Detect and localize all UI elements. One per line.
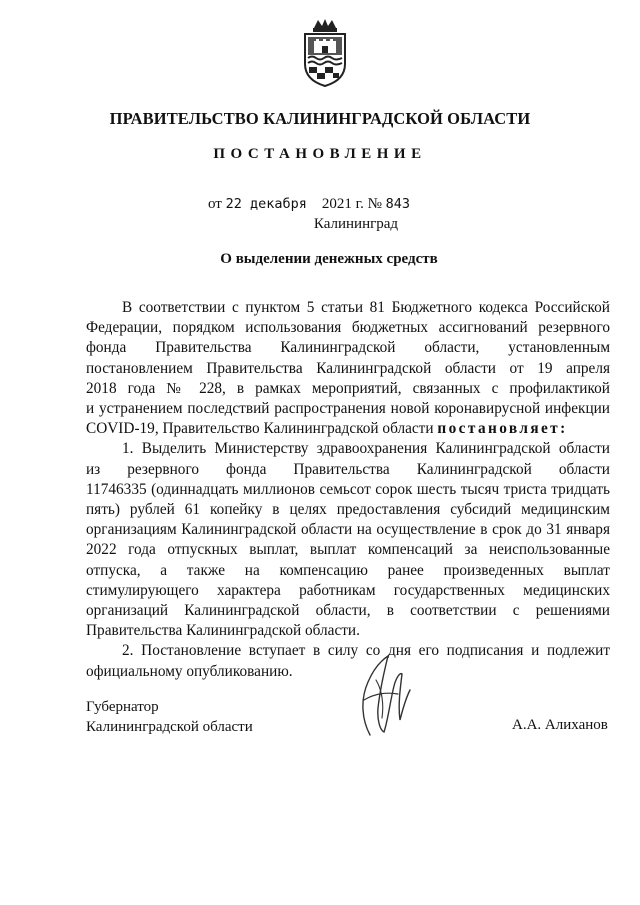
body-line: 2018 года № 228, в рамках мероприятий, связанных с профилактикой [86,379,610,397]
date-prefix: от [208,196,222,212]
body-line: организаций Калининградской области, в соответствии с решениями [86,602,610,620]
body-line: фонда Правительства Калининградской области, установленным [86,339,610,357]
body-line: Федерации, порядком использования бюджетных ассигнований резервного [86,319,610,337]
organization-title: ПРАВИТЕЛЬСТВО КАЛИНИНГРАДСКОЙ ОБЛАСТИ [109,109,531,128]
body-line: из резервного фонда Правительства Калининградской области [86,460,610,478]
document-type-title: ПОСТАНОВЛЕНИЕ [213,146,427,162]
date-year: 2021 г. [321,196,364,212]
body-line: COVID-19, Правительство Калининградской области [86,420,434,438]
body-line: В соответствии с пунктом 5 статьи 81 Бюджетного кодекса Российской [122,299,610,316]
body-line: отпуска, а также на компенсацию ранее произведенных выплат [86,561,610,579]
number-sign: № [367,196,382,212]
body-line: стимулирующего характера работникам государственных медицинских [86,581,610,599]
document-subject: О выделении денежных средств [220,251,438,267]
signatory-position-line: Губернатор [86,699,159,715]
coat-of-arms-icon [300,18,350,88]
city-name: Калининград [313,216,399,232]
body-line: постановлением Правительства Калининградской области от 19 апреля [86,359,610,377]
body-line: пять) рублей 61 копейку в целях предоставления субсидий медицинским [86,501,610,519]
decree-keyword: постановляет: [437,420,568,438]
signatory-position-line: Калининградской области [86,719,253,735]
body-line: организациям Калининградской области на осуществление в срок до 31 января [86,521,610,539]
signatory-position [86,697,253,737]
date-day-month: 22 декабря [225,196,307,212]
signatory-name: А.А. Алиханов [512,717,608,733]
handwritten-signature-icon [340,650,420,740]
body-line: официальному опубликованию. [86,662,293,680]
body-line: 2022 года отпускных выплат, выплат компенсаций за неиспользованные [86,541,610,559]
body-line: 1. Выделить Министерству здравоохранения Калининградской области [122,440,610,458]
body-line: 11746335 (одиннадцать миллионов семьсот сорок шесть тысяч триста тридцать [86,480,610,498]
document-number: 843 [385,196,411,212]
body-line: Правительства Калининградской области. [86,622,360,640]
body-line: и устранением последствий распространения новой коронавирусной инфекции [86,400,610,418]
body-line: 2. Постановление вступает в силу со дня его подписания и подлежит [122,642,610,660]
date-number-line [208,196,410,213]
document-body [86,298,610,682]
body-line-with-keyword [86,419,610,439]
